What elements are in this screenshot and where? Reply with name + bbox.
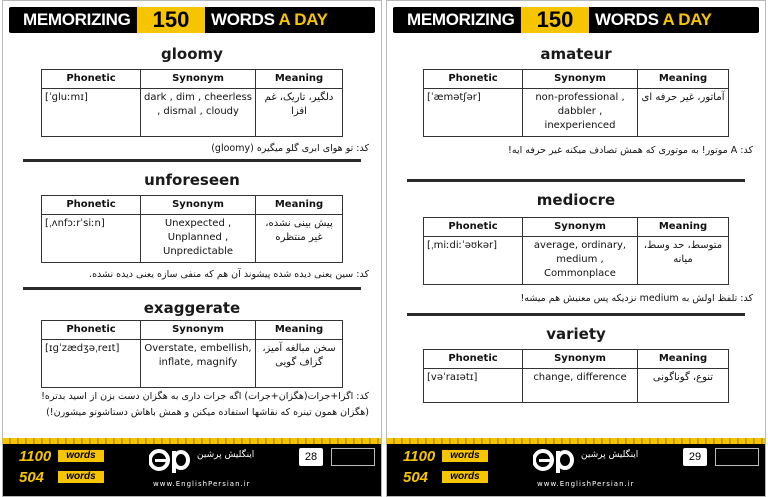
header-synonym: Synonym <box>141 321 256 340</box>
phonetic-cell: [ˌmiːdiːˈəʊkər] <box>424 237 523 285</box>
word-table-variety <box>423 349 729 403</box>
phonetic-cell: [ˌʌnfɔːrˈsiːn] <box>42 215 141 263</box>
footer-504: 504 <box>19 469 45 486</box>
page-footer <box>387 438 765 496</box>
page-number: 29 <box>683 448 707 466</box>
header-meaning: Meaning <box>638 70 729 89</box>
section-divider <box>407 179 745 182</box>
word-title-amateur: amateur <box>540 45 612 63</box>
ep-logo-icon <box>149 447 191 473</box>
header-phonetic: Phonetic <box>42 321 141 340</box>
footer-words-badge: words <box>58 450 104 462</box>
word-title-exaggerate: exaggerate <box>143 299 241 317</box>
footer-url[interactable]: www.EnglishPersian.ir <box>537 480 635 488</box>
page-header <box>9 7 375 33</box>
section-divider <box>407 313 745 316</box>
word-table-unforeseen <box>41 195 343 263</box>
word-table-gloomy <box>41 69 343 137</box>
footer-url[interactable]: www.EnglishPersian.ir <box>153 480 251 488</box>
phonetic-cell: [ɪɡˈzædʒəˌreɪt] <box>42 340 141 388</box>
mnemonic-note-exaggerate: کد: اگزا+جرات(هگزان+جرات) اگه جرات داری به هگزان دست بزن از اسید بدتره!(هگزان همون تینره که نقاشها استفاده میکنن و همش باهاش دستاشونو میشورن!) <box>41 391 369 418</box>
word-title-mediocre: mediocre <box>536 191 616 209</box>
footer-brand: اینگلیش پرشین <box>197 450 255 460</box>
synonym-cell: average, ordinary, medium , Commonplace <box>523 237 638 285</box>
header-number: 150 <box>521 7 589 33</box>
header-phonetic: Phonetic <box>424 218 523 237</box>
header-synonym: Synonym <box>141 70 256 89</box>
header-synonym: Synonym <box>523 350 638 369</box>
section-divider <box>23 287 361 290</box>
mnemonic-note-amateur: کد: A موتور! به موتوری که همش تصادف میکنه غیر حرفه ایه! <box>508 145 753 156</box>
word-title-unforeseen: unforeseen <box>144 171 240 189</box>
header-phonetic: Phonetic <box>424 350 523 369</box>
footer-brand: اینگلیش پرشین <box>581 450 639 460</box>
footer-1100: 1100 <box>19 448 52 465</box>
left-page <box>2 0 382 497</box>
page-header <box>393 7 759 33</box>
meaning-cell: تنوع، گوناگونی <box>638 369 729 403</box>
synonym-cell: non-professional , dabbler , inexperienced <box>523 89 638 137</box>
meaning-cell: متوسط، حد وسط، میانه <box>638 237 729 285</box>
header-phonetic: Phonetic <box>424 70 523 89</box>
mnemonic-note-gloomy: کد: تو هوای ابری گلو میگیره (gloomy) <box>211 143 369 154</box>
header-synonym: Synonym <box>141 196 256 215</box>
meaning-cell: آماتور، غیر حرفه ای <box>638 89 729 137</box>
header-meaning: Meaning <box>256 70 343 89</box>
right-page <box>386 0 766 497</box>
footer-box <box>715 448 759 466</box>
meaning-cell: دلگیر، تاریک، غم افزا <box>256 89 343 137</box>
footer-box <box>331 448 375 466</box>
footer-stripe <box>387 438 765 444</box>
header-number: 150 <box>137 7 205 33</box>
phonetic-cell: [ˈæmətʃər] <box>424 89 523 137</box>
footer-words-badge: words <box>442 471 488 483</box>
footer-stripe <box>3 438 381 444</box>
footer-504: 504 <box>403 469 429 486</box>
phonetic-cell: [vəˈraɪətɪ] <box>424 369 523 403</box>
header-meaning: Meaning <box>638 350 729 369</box>
word-table-exaggerate <box>41 320 343 388</box>
header-meaning: Meaning <box>638 218 729 237</box>
meaning-cell: پیش بینی نشده، غیر منتظره <box>256 215 343 263</box>
header-meaning: Meaning <box>256 196 343 215</box>
word-table-amateur <box>423 69 729 137</box>
synonym-cell: dark , dim , cheerless , dismal , cloudy <box>141 89 256 137</box>
header-words: WORDS A DAY <box>211 10 328 29</box>
header-synonym: Synonym <box>523 70 638 89</box>
header-memorizing: MEMORIZING <box>407 10 515 29</box>
word-table-mediocre <box>423 217 729 285</box>
header-memorizing: MEMORIZING <box>23 10 131 29</box>
footer-1100: 1100 <box>403 448 436 465</box>
header-phonetic: Phonetic <box>42 70 141 89</box>
synonym-cell: Unexpected , Unplanned , Unpredictable <box>141 215 256 263</box>
mnemonic-note-mediocre: کد: تلفظ اولش به medium نزدیکه پس معنیش هم میشه! <box>520 293 753 304</box>
header-meaning: Meaning <box>256 321 343 340</box>
footer-words-badge: words <box>442 450 488 462</box>
header-phonetic: Phonetic <box>42 196 141 215</box>
section-divider <box>23 159 361 162</box>
header-words: WORDS A DAY <box>595 10 712 29</box>
footer-words-badge: words <box>58 471 104 483</box>
header-synonym: Synonym <box>523 218 638 237</box>
page-number: 28 <box>299 448 323 466</box>
meaning-cell: سخن مبالغه آمیز، گزاف گویی <box>256 340 343 388</box>
phonetic-cell: [ˈɡluːmɪ] <box>42 89 141 137</box>
word-title-variety: variety <box>546 325 606 343</box>
synonym-cell: change, difference <box>523 369 638 403</box>
mnemonic-note-unforeseen: کد: سین یعنی دیده شده پیشوند آن هم که منفی سازه یعنی دیده نشده. <box>89 269 369 280</box>
ep-logo-icon <box>533 447 575 473</box>
synonym-cell: Overstate, embellish, inflate, magnify <box>141 340 256 388</box>
page-footer <box>3 438 381 496</box>
word-title-gloomy: gloomy <box>161 45 223 63</box>
